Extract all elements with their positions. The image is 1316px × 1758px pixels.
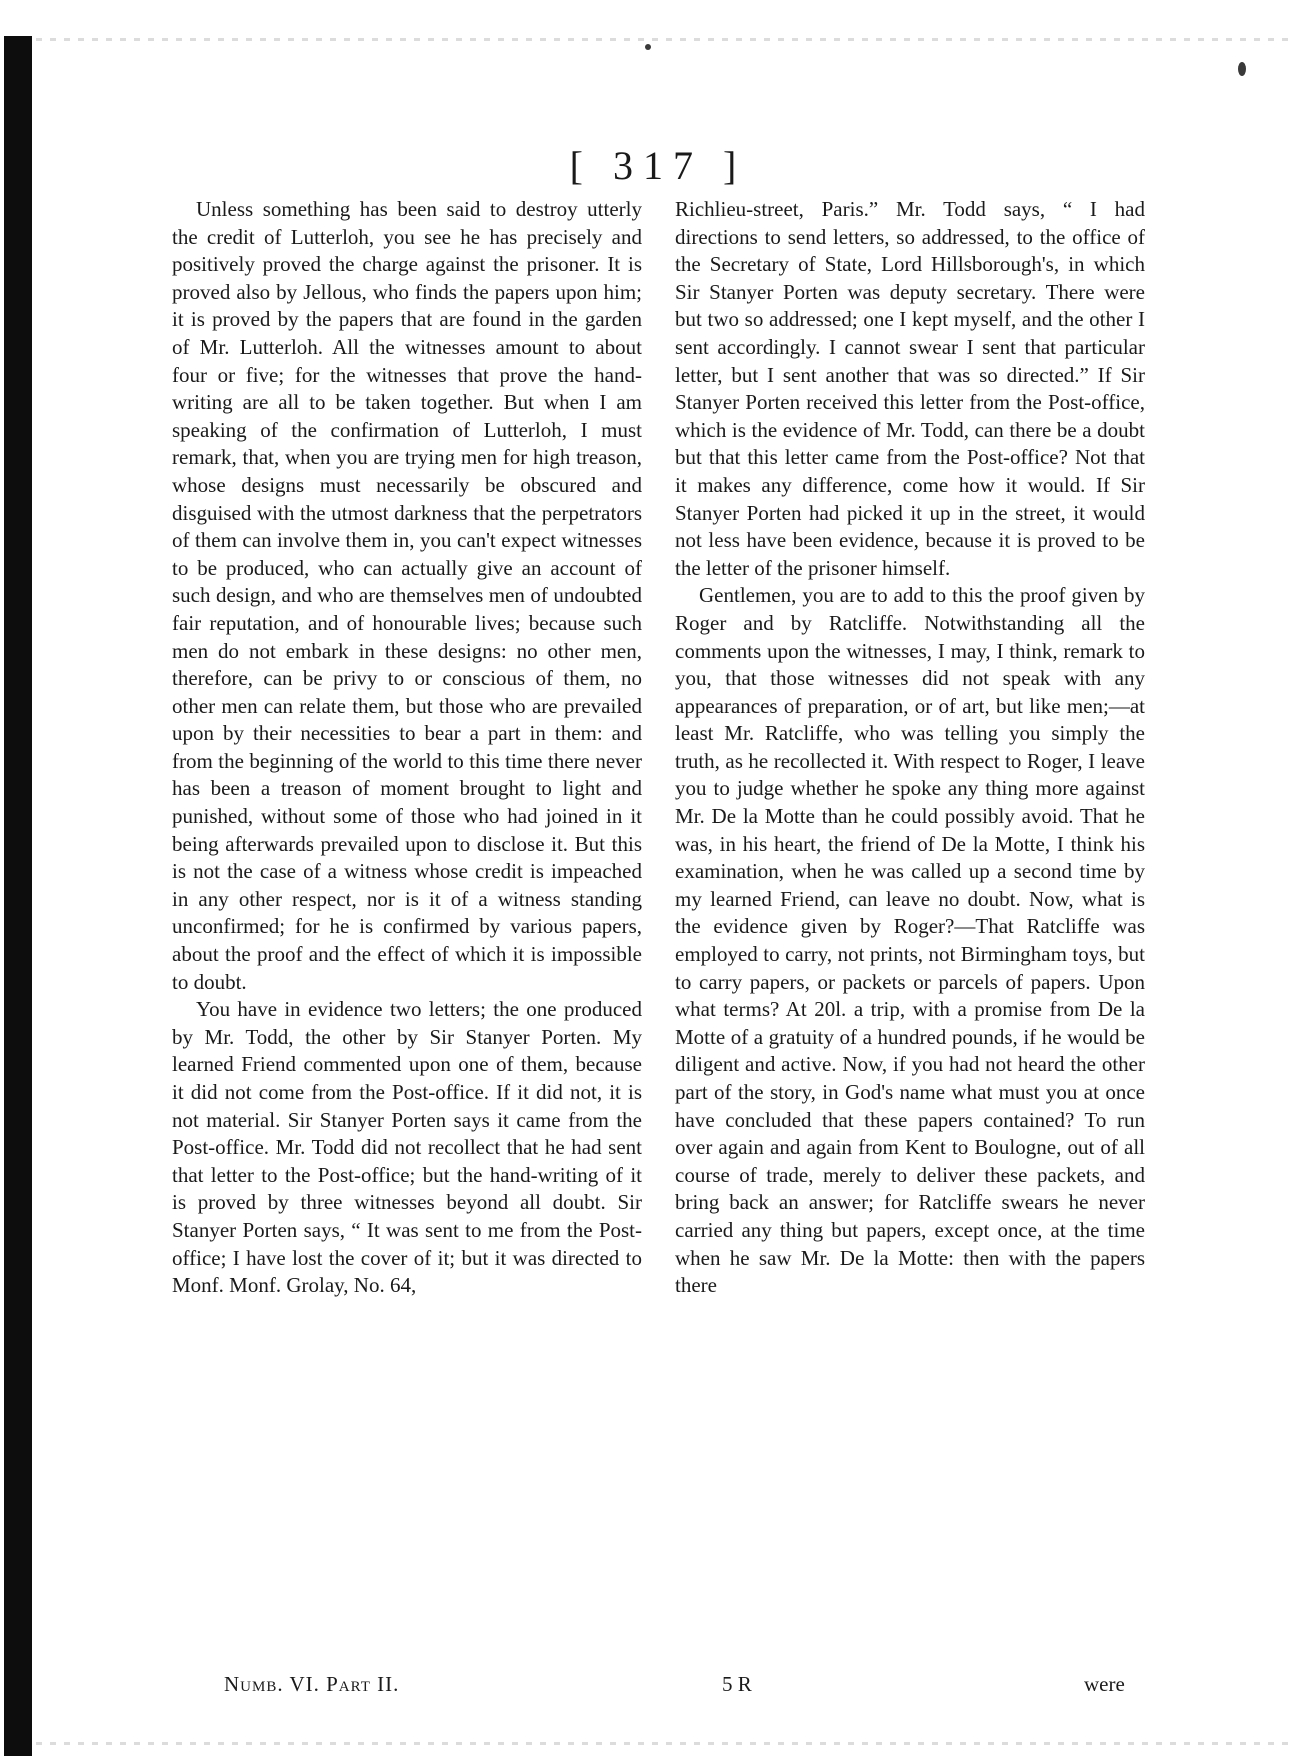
signature-mark: 5 R <box>722 1672 752 1696</box>
paragraph: You have in evidence two letters; the one produced by Mr. Todd, the other by Sir Stanyer Porten. My learned Friend commented upon one of them, because it did not come from the Post-office. If it did not, it is not material. Sir Stanyer Porten says it came from the Post-office. Mr. Todd did not recollect that he had sent that letter to the Post-office; but the hand-writing of it is proved by three witnesses beyond all doubt. Sir Stanyer Porten says, “ It was sent to me from the Post-office; I have lost the cover of it; but it was directed to Monf. Monf. Grolay, No. 64, <box>172 997 642 1298</box>
scan-noise-bottom <box>36 1742 1296 1745</box>
binding-edge <box>4 36 32 1756</box>
page-number: [ 317 ] <box>569 143 747 188</box>
left-column <box>172 196 642 1300</box>
footer-issue: Numb. VI. Part II. <box>224 1672 400 1696</box>
catchword: were <box>1084 1672 1125 1696</box>
paragraph: Gentlemen, you are to add to this the proof given by Roger and by Ratcliffe. Notwithstanding all the comments upon the witnesses, I may, I think, remark to you, that those witnesses did not speak with any appearances of preparation, or of art, but like men;—at least Mr. Ratcliffe, who was telling you simply the truth, as he recollected it. With respect to Roger, I leave you to judge whether he spoke any thing more against Mr. De la Motte than he could possibly avoid. That he was, in his heart, the friend of De la Motte, I think his examination, when he was called up a second time by my learned Friend, can leave no doubt. Now, what is the evidence given by Roger?—That Ratcliffe was employed to carry, not prints, not Birmingham toys, but to carry papers, or packets or parcels of papers. Upon what terms? At 20l. a trip, with a promise from De la Motte of a gratuity of a hundred pounds, if he would be diligent and active. Now, if you had not heard the other part of the story, in God's name what must you at once have concluded that these papers contained? To run over again and again from Kent to Boulogne, out of all course of trade, merely to deliver these packets, and bring back an answer; for Ratcliffe swears he never carried any thing but papers, except once, at the time when he saw Mr. De la Motte: then with the papers there <box>675 583 1145 1298</box>
scan-speck <box>1238 62 1246 76</box>
right-column <box>675 196 1145 1300</box>
paragraph: Unless something has been said to destroy utterly the credit of Lutterloh, you see he has precisely and positively proved the charge against the prisoner. It is proved also by Jellous, who finds the papers upon him; it is proved by the papers that are found in the garden of Mr. Lutterloh. All the witnesses amount to about four or five; for the witnesses that prove the hand-writing are all to be taken together. But when I am speaking of the confirmation of Lutterloh, I must remark, that, when you are trying men for high treason, whose designs must necessarily be obscured and disguised with the utmost darkness that the perpetrators of them can involve them in, you can't expect witnesses to be produced, who can actually give an account of such design, and who are themselves men of undoubted fair reputation, and of honourable lives; because such men do not embark in these designs: no other men, therefore, can be privy to or conscious of them, no other men can relate them, but those who are prevailed upon by their necessities to bear a part in them: and from the beginning of the world to this time there never has been a treason of moment brought to light and punished, without some of those who had joined in it being afterwards prevailed upon to disclose it. But this is not the case of a witness whose credit is impeached in any other respect, nor is it of a witness standing unconfirmed; for he is confirmed by various papers, about the proof and the effect of which it is impossible to doubt. <box>172 197 642 994</box>
scan-speck <box>645 44 651 50</box>
scan-noise-top <box>36 38 1296 41</box>
paragraph: Richlieu-street, Paris.” Mr. Todd says, “ I had directions to send letters, so addressed, to the office of the Secretary of State, Lord Hillsborough's, in which Sir Stanyer Porten was deputy secretary. There were but two so addressed; one I kept myself, and the other I sent accordingly. I cannot swear I sent that particular letter, but I sent another that was so directed.” If Sir Stanyer Porten received this letter from the Post-office, which is the evidence of Mr. Todd, can there be a doubt but that this letter came from the Post-office? Not that it makes any difference, come how it would. If Sir Stanyer Porten had picked it up in the street, it would not less have been evidence, because it is proved to be the letter of the prisoner himself. <box>675 197 1145 580</box>
